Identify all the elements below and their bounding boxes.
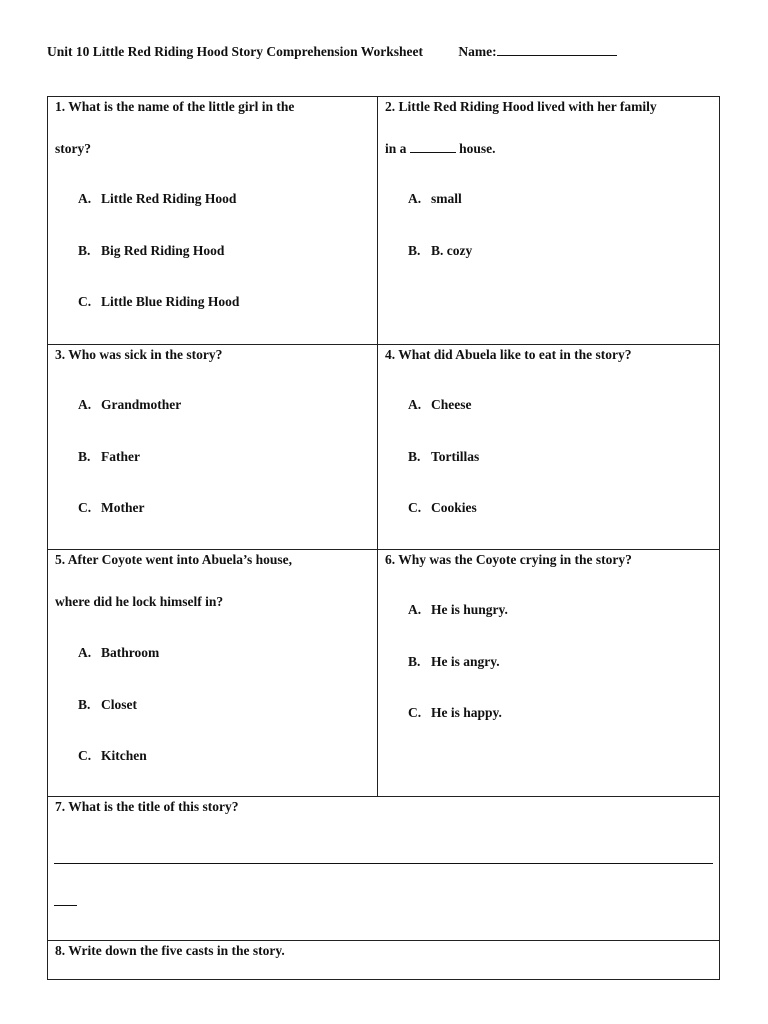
option-a[interactable]: A. Little Red Riding Hood <box>78 191 237 206</box>
question-4 <box>385 334 713 376</box>
option-c[interactable]: C. Mother <box>78 500 145 515</box>
question-text: 1. What is the name of the little girl in the <box>55 99 295 114</box>
name-label: Name: <box>458 44 497 59</box>
option-b[interactable]: B. Closet <box>78 696 137 712</box>
options-4 <box>408 396 479 551</box>
worksheet-header <box>47 42 617 60</box>
question-6 <box>385 539 713 581</box>
option-b[interactable]: B. Tortillas <box>408 448 480 464</box>
question-text: 2. Little Red Riding Hood lived with her family <box>385 99 657 114</box>
question-cell-6 <box>377 549 720 797</box>
question-text: 4. What did Abuela like to eat in the story? <box>385 347 632 362</box>
name-blank[interactable] <box>497 42 617 56</box>
option-a[interactable]: A. small <box>408 191 462 206</box>
option-b[interactable]: B. B. cozy <box>408 242 473 258</box>
option-b[interactable]: B. He is angry. <box>408 653 500 669</box>
options-6 <box>408 601 508 756</box>
question-cell-8 <box>47 940 720 980</box>
option-b[interactable]: B. Big Red Riding Hood <box>78 242 225 258</box>
option-c[interactable]: C. Cookies <box>408 500 477 515</box>
option-a[interactable]: A. Grandmother <box>78 397 182 412</box>
options-5 <box>78 644 159 799</box>
question-2 <box>385 86 713 170</box>
question-text: 3. Who was sick in the story? <box>55 347 223 362</box>
answer-line[interactable] <box>54 863 713 864</box>
question-5 <box>55 539 371 623</box>
question-8 <box>55 930 713 972</box>
option-b[interactable]: B. Father <box>78 448 140 464</box>
question-cell-3 <box>47 344 378 550</box>
answer-line-continuation[interactable] <box>54 905 77 906</box>
options-2 <box>408 190 472 293</box>
option-c[interactable]: C. Little Blue Riding Hood <box>78 294 240 309</box>
option-c[interactable]: C. He is happy. <box>408 705 502 720</box>
question-text: 5. After Coyote went into Abuela’s house, <box>55 552 292 567</box>
option-a[interactable]: A. Bathroom <box>78 645 160 660</box>
question-1 <box>55 86 371 170</box>
answer-blank[interactable] <box>410 140 456 153</box>
options-1 <box>78 190 239 345</box>
worksheet-title: Unit 10 Little Red Riding Hood Story Comprehension Worksheet <box>47 44 424 59</box>
question-cell-1 <box>47 96 378 345</box>
question-cell-2 <box>377 96 720 345</box>
question-7 <box>55 786 713 828</box>
question-text: 6. Why was the Coyote crying in the story? <box>385 552 632 567</box>
option-c[interactable]: C. Kitchen <box>78 748 147 763</box>
option-a[interactable]: A. Cheese <box>408 397 472 412</box>
question-cell-7 <box>47 796 720 941</box>
question-text: where did he lock himself in? <box>55 594 224 609</box>
question-text: in a house. <box>385 141 496 156</box>
question-text: 7. What is the title of this story? <box>55 799 239 814</box>
options-3 <box>78 396 181 551</box>
question-3 <box>55 334 371 376</box>
question-text: story? <box>55 141 91 156</box>
option-a[interactable]: A. He is hungry. <box>408 602 508 617</box>
question-text: 8. Write down the five casts in the story. <box>55 943 285 958</box>
question-cell-4 <box>377 344 720 550</box>
question-cell-5 <box>47 549 378 797</box>
